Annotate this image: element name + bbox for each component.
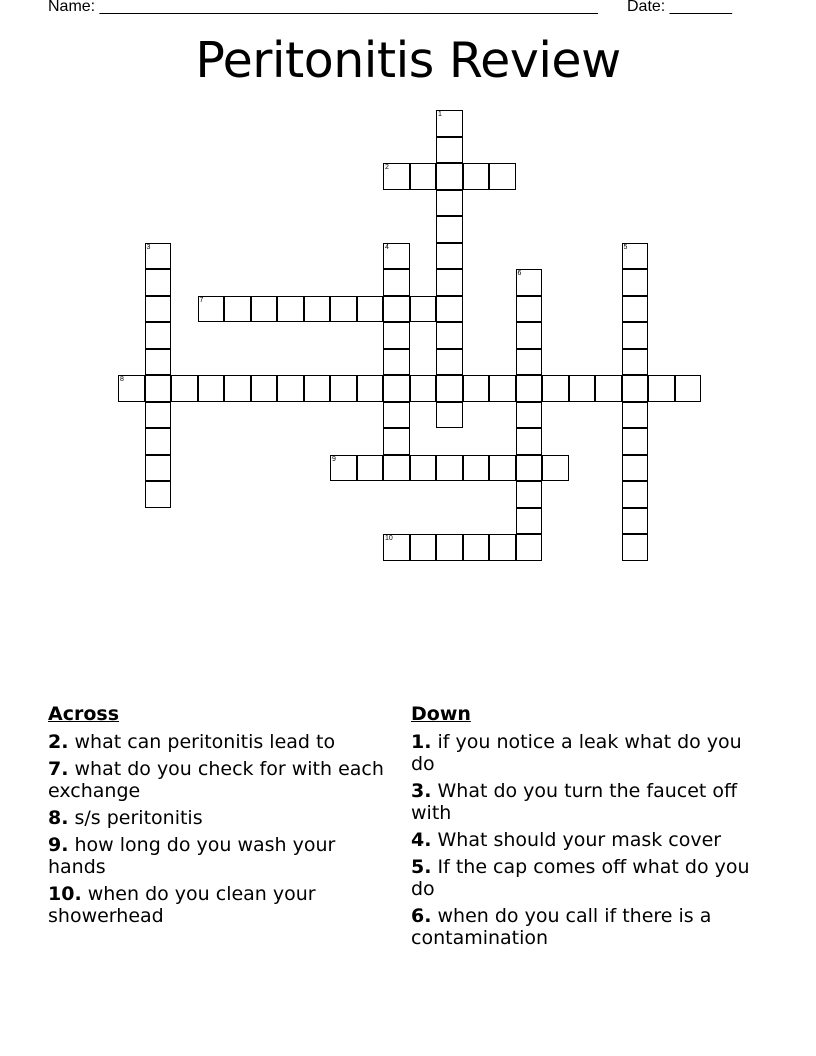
- crossword-cell: [383, 402, 410, 429]
- crossword-cell: [542, 455, 569, 482]
- crossword-cell: [330, 375, 357, 402]
- crossword-cell: [304, 296, 331, 323]
- crossword-cell: [622, 481, 649, 508]
- crossword-cell: [357, 375, 384, 402]
- crossword-cell: [383, 375, 410, 402]
- cell-number: 7: [199, 296, 204, 304]
- clue-text: What do you turn the faucet off with: [411, 780, 738, 824]
- down-heading: Down: [411, 703, 471, 725]
- crossword-cell: [383, 269, 410, 296]
- crossword-cell: [436, 243, 463, 270]
- crossword-cell: [145, 428, 172, 455]
- crossword-cell: [224, 375, 251, 402]
- down-clue-3: [411, 780, 756, 824]
- crossword-cell: [145, 375, 172, 402]
- clue-number: 2.: [48, 731, 69, 753]
- crossword-cell: [383, 296, 410, 323]
- across-clue-9: [48, 834, 388, 878]
- cell-number: 2: [385, 164, 389, 171]
- crossword-cell: [516, 269, 543, 296]
- clue-number: 1.: [411, 731, 432, 753]
- crossword-cell: [383, 243, 410, 270]
- crossword-cell: [542, 375, 569, 402]
- crossword-cell: [516, 455, 543, 482]
- clue-number: 10.: [48, 883, 82, 905]
- crossword-cell: [145, 455, 172, 482]
- crossword-cell: [516, 481, 543, 508]
- clue-text: what can peritonitis lead to: [74, 731, 336, 753]
- date-line: Date: _______: [627, 0, 732, 15]
- crossword-cell: [516, 402, 543, 429]
- cell-number: 3: [146, 243, 151, 251]
- clue-text: what do you check for with each exchange: [48, 758, 384, 802]
- crossword-cell: [436, 455, 463, 482]
- name-line: Name: ________________________________________________________: [48, 0, 598, 15]
- down-clues: [411, 703, 756, 954]
- crossword-cell: [145, 402, 172, 429]
- crossword-cell: [516, 508, 543, 535]
- crossword-cell: [463, 455, 490, 482]
- clue-number: 8.: [48, 807, 69, 829]
- crossword-cell: [410, 534, 437, 561]
- cell-number: 9: [332, 455, 336, 463]
- crossword-cell: [516, 375, 543, 402]
- crossword-cell: [436, 375, 463, 402]
- crossword-cell: [622, 455, 649, 482]
- crossword-cell: [118, 375, 145, 402]
- crossword-cell: [622, 243, 649, 270]
- crossword-cell: [436, 534, 463, 561]
- crossword-cell: [622, 269, 649, 296]
- crossword-cell: [277, 296, 304, 323]
- crossword-cell: [622, 402, 649, 429]
- down-clue-5: [411, 856, 756, 900]
- crossword-cell: [436, 296, 463, 323]
- crossword-cell: [622, 375, 649, 402]
- crossword-cell: [145, 269, 172, 296]
- cell-number: 8: [120, 376, 124, 383]
- clue-number: 9.: [48, 834, 69, 856]
- crossword-cell: [622, 508, 649, 535]
- crossword-cell: [410, 163, 437, 190]
- crossword-cell: [463, 534, 490, 561]
- crossword-cell: [622, 322, 649, 349]
- crossword-cell: [489, 163, 516, 190]
- down-clue-1: [411, 731, 756, 775]
- crossword-cell: [622, 428, 649, 455]
- crossword-cell: [436, 269, 463, 296]
- cell-number: 1: [438, 111, 442, 118]
- across-clue-10: [48, 883, 388, 927]
- crossword-cell: [251, 375, 278, 402]
- across-clue-2: [48, 731, 388, 753]
- crossword-cell: [357, 296, 384, 323]
- crossword-cell: [436, 110, 463, 137]
- crossword-cell: [410, 296, 437, 323]
- crossword-cell: [436, 137, 463, 164]
- crossword-cell: [463, 163, 490, 190]
- crossword-cell: [622, 534, 649, 561]
- crossword-cell: [436, 349, 463, 376]
- crossword-cell: [516, 349, 543, 376]
- clue-text: if you notice a leak what do you do: [411, 731, 742, 775]
- crossword-cell: [171, 375, 198, 402]
- down-clue-6: [411, 905, 756, 949]
- crossword-cell: [436, 402, 463, 429]
- crossword-cell: [145, 243, 172, 270]
- clue-number: 4.: [411, 829, 432, 851]
- crossword-cell: [463, 375, 490, 402]
- crossword-cell: [436, 163, 463, 190]
- crossword-cell: [489, 534, 516, 561]
- crossword-cell: [489, 375, 516, 402]
- crossword-cell: [436, 190, 463, 217]
- crossword-cell: [383, 534, 410, 561]
- crossword-cell: [436, 216, 463, 243]
- clue-text: If the cap comes off what do you do: [411, 856, 750, 900]
- crossword-cell: [145, 349, 172, 376]
- clue-number: 5.: [411, 856, 432, 878]
- crossword-cell: [648, 375, 675, 402]
- crossword-cell: [251, 296, 278, 323]
- cell-number: 6: [517, 270, 522, 277]
- crossword-cell: [145, 296, 172, 323]
- crossword-cell: [383, 322, 410, 349]
- crossword-cell: [383, 455, 410, 482]
- crossword-cell: [277, 375, 304, 402]
- clue-number: 6.: [411, 905, 432, 927]
- crossword-cell: [145, 481, 172, 508]
- clue-number: 7.: [48, 758, 69, 780]
- cell-number: 5: [623, 243, 628, 251]
- page-title: Peritonitis Review: [195, 32, 621, 89]
- crossword-cell: [330, 296, 357, 323]
- crossword-cell: [330, 455, 357, 482]
- clue-number: 3.: [411, 780, 432, 802]
- crossword-cell: [145, 322, 172, 349]
- crossword-cell: [304, 375, 331, 402]
- crossword-cell: [198, 375, 225, 402]
- cell-number: 4: [385, 243, 389, 251]
- clue-text: s/s peritonitis: [74, 807, 203, 829]
- crossword-cell: [516, 428, 543, 455]
- across-clue-7: [48, 758, 388, 802]
- crossword-cell: [357, 455, 384, 482]
- crossword-cell: [516, 322, 543, 349]
- crossword-cell: [383, 349, 410, 376]
- clue-text: What should your mask cover: [437, 829, 722, 851]
- crossword-cell: [569, 375, 596, 402]
- crossword-cell: [198, 296, 225, 323]
- crossword-cell: [383, 163, 410, 190]
- cell-number: 10: [385, 535, 393, 542]
- clue-text: when do you clean your showerhead: [48, 883, 316, 927]
- across-clue-8: [48, 807, 388, 829]
- clue-text: how long do you wash your hands: [48, 834, 336, 878]
- crossword-cell: [436, 322, 463, 349]
- across-heading: Across: [48, 703, 120, 725]
- crossword-cell: [516, 296, 543, 323]
- crossword-cell: [622, 349, 649, 376]
- crossword-cell: [410, 455, 437, 482]
- down-clue-4: [411, 829, 756, 851]
- crossword-cell: [622, 296, 649, 323]
- crossword-cell: [383, 428, 410, 455]
- crossword-cell: [224, 296, 251, 323]
- across-clues: [48, 703, 388, 932]
- crossword-cell: [489, 455, 516, 482]
- crossword-cell: [675, 375, 702, 402]
- crossword-cell: [595, 375, 622, 402]
- clue-text: when do you call if there is a contamination: [411, 905, 712, 949]
- crossword-cell: [410, 375, 437, 402]
- crossword-cell: [516, 534, 543, 561]
